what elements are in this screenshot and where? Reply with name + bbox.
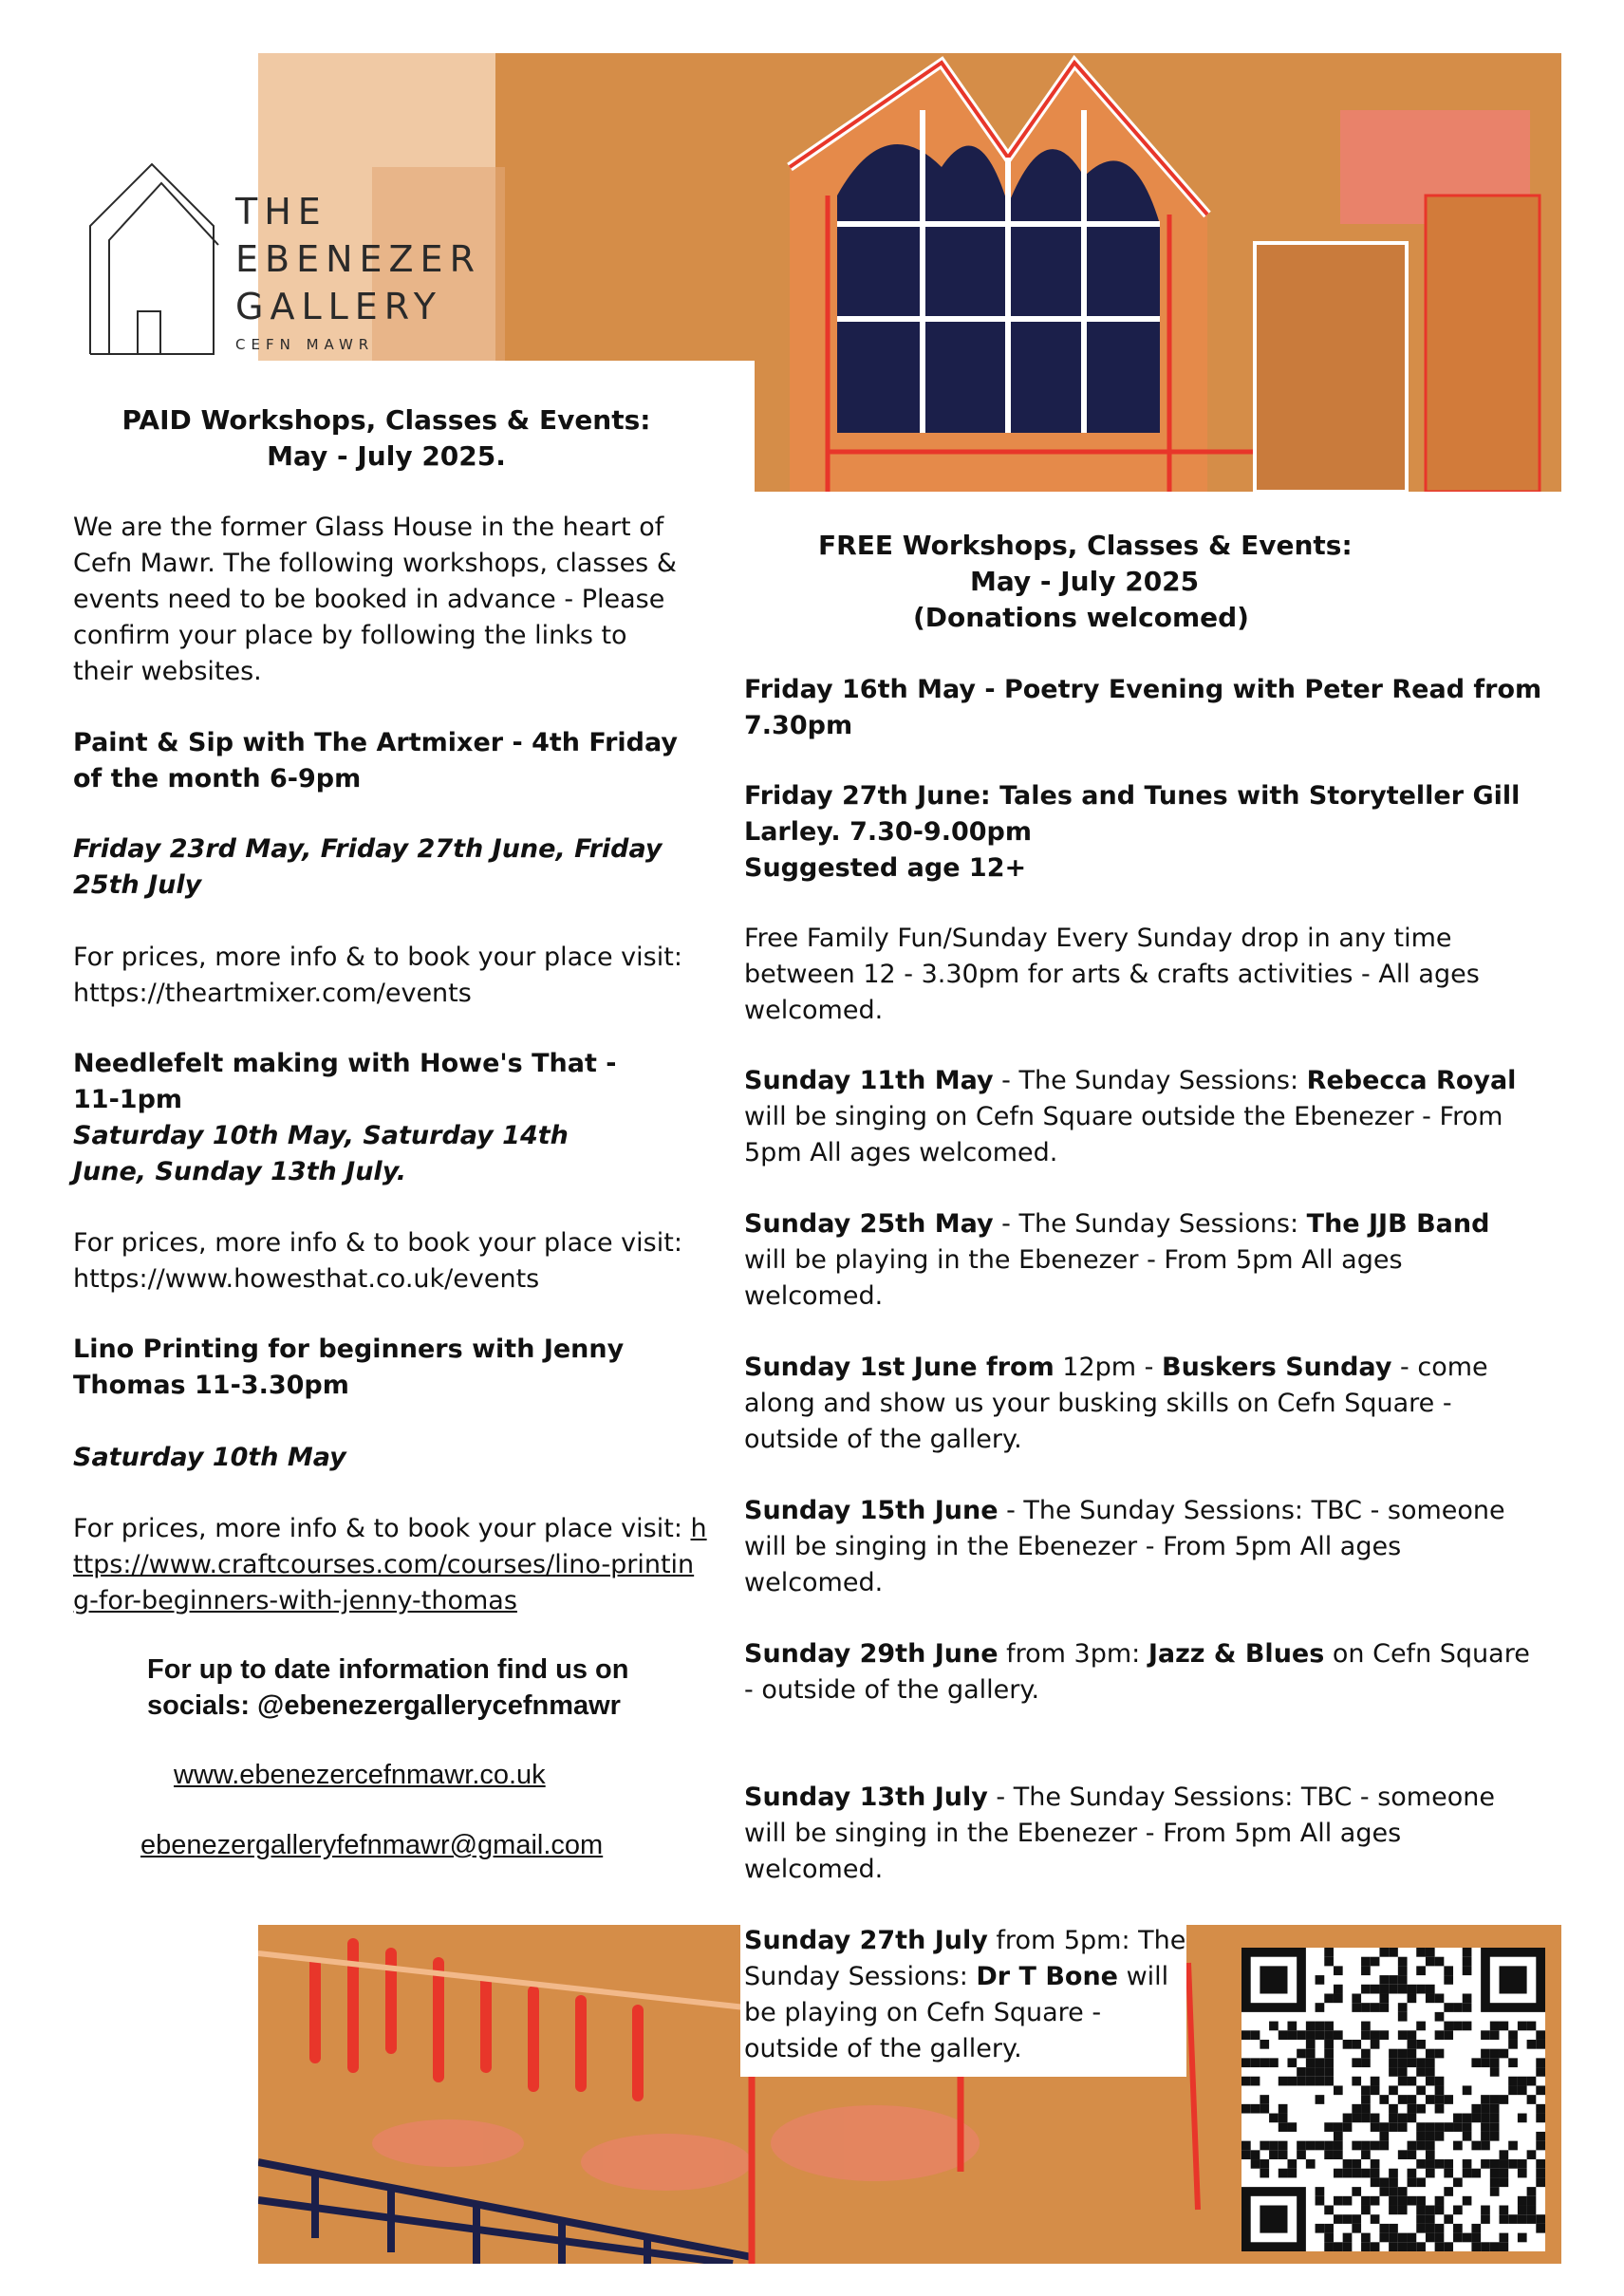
needlefelt-title: Needlefelt making with Howe's That - 11-1pm [73, 1049, 617, 1114]
lino-event [73, 1332, 643, 1404]
logo-subtitle: CEFN MAWR [235, 336, 375, 353]
free-event-8-time: from 3pm: [998, 1639, 1148, 1669]
email-link[interactable]: ebenezergalleryfefnmawr@gmail.com [140, 1830, 604, 1860]
paint-sip-dates-block [73, 831, 700, 904]
free-event-6-date: Sunday 1st June from [744, 1353, 1055, 1382]
free-heading [818, 528, 1445, 636]
free-event-4 [744, 1063, 1532, 1171]
free-event-1 [744, 672, 1551, 744]
free-event-5 [744, 1206, 1532, 1315]
free-event-5-date: Sunday 25th May [744, 1209, 994, 1239]
free-event-10-date: Sunday 27th July [744, 1926, 988, 1955]
free-event-5-series: - The Sunday Sessions: [993, 1209, 1307, 1239]
free-event-6-detail: - come along and show us your busking skills on Cefn Square - outside of the gallery. [744, 1353, 1488, 1454]
free-event-8-title: Jazz & Blues [1148, 1639, 1325, 1669]
free-event-4-series: - The Sunday Sessions: [993, 1066, 1307, 1095]
lino-info-block [73, 1511, 709, 1619]
free-event-3-text: Free Family Fun/Sunday Every Sunday drop in any time between 12 - 3.30pm for arts & crafts activities - All ages welcomed. [744, 924, 1480, 1025]
lino-dates: Saturday 10th May [73, 1443, 346, 1472]
qr-code[interactable] [1241, 1948, 1545, 2251]
paid-intro-text: We are the former Glass House in the heart of Cefn Mawr. The following workshops, classes & events need to be booked in advance - Please confirm your place by following the links to their websites. [73, 513, 677, 686]
free-heading-block [818, 528, 1445, 636]
website-link[interactable]: www.ebenezercefnmawr.co.uk [174, 1760, 546, 1790]
free-event-8-detail: on Cefn Square - outside of the gallery. [744, 1639, 1530, 1705]
free-heading-line-2: May - July 2025 [970, 566, 1200, 597]
free-event-10-series: from 5pm: The Sunday Sessions: [744, 1926, 1186, 1991]
socials-block [147, 1652, 736, 1724]
paint-sip-event [73, 725, 700, 797]
free-event-6 [744, 1350, 1532, 1458]
needlefelt-info: For prices, more info & to book your place visit: https://www.howesthat.co.uk/events [73, 1228, 682, 1294]
paid-intro [73, 510, 690, 690]
free-event-10-detail: will be playing on Cefn Square - outside of the gallery. [744, 1962, 1169, 2063]
website-block [174, 1757, 546, 1793]
needlefelt-event [73, 1046, 643, 1190]
free-event-6-time: 12pm - [1054, 1353, 1163, 1382]
free-event-4-date: Sunday 11th May [744, 1066, 994, 1095]
logo-line-3: GALLERY [235, 286, 442, 327]
paid-heading-line-1: PAID Workshops, Classes & Events: [121, 404, 651, 436]
needlefelt-info-block [73, 1225, 700, 1297]
email-block [140, 1827, 603, 1863]
qr-code-icon [1241, 1948, 1545, 2251]
free-event-7-detail: - The Sunday Sessions: TBC - someone will be singing in the Ebenezer - From 5pm All ages welcomed. [744, 1496, 1505, 1597]
lino-dates-block [73, 1440, 643, 1476]
free-event-4-performer: Rebecca Royal [1306, 1066, 1517, 1095]
free-event-9-detail: - The Sunday Sessions: TBC - someone will be singing in the Ebenezer - From 5pm All ages welcomed. [744, 1783, 1495, 1884]
free-event-2-age: Suggested age 12+ [744, 853, 1027, 883]
paid-heading-line-2: May - July 2025. [267, 440, 506, 472]
paid-column [73, 402, 700, 475]
free-event-10 [744, 1923, 1200, 2067]
free-event-7 [744, 1493, 1532, 1601]
socials-line-1: For up to date information find us on [147, 1654, 629, 1685]
free-event-7-date: Sunday 15th June [744, 1496, 999, 1525]
logo-line-2: EBENEZER [235, 238, 481, 280]
free-event-6-title: Buskers Sunday [1162, 1353, 1392, 1382]
free-heading-line-3: (Donations welcomed) [913, 602, 1249, 633]
free-event-2 [744, 778, 1532, 887]
paint-sip-dates: Friday 23rd May, Friday 27th June, Friday 25th July [73, 834, 663, 900]
free-event-8-date: Sunday 29th June [744, 1639, 999, 1669]
paid-heading [73, 402, 700, 475]
free-event-2-text: Friday 27th June: Tales and Tunes with Storyteller Gill Larley. 7.30-9.00pm [744, 781, 1521, 847]
free-event-9 [744, 1780, 1532, 1888]
paint-sip-title: Paint & Sip with The Artmixer - 4th Friday of the month 6-9pm [73, 728, 678, 793]
logo-line-1: THE [235, 191, 327, 233]
free-event-9-date: Sunday 13th July [744, 1783, 988, 1812]
free-event-8 [744, 1636, 1532, 1708]
free-event-1-text: Friday 16th May - Poetry Evening with Peter Read from 7.30pm [744, 675, 1542, 740]
paint-sip-info: For prices, more info & to book your place visit: https://theartmixer.com/events [73, 943, 682, 1008]
house-outline-icon [85, 159, 228, 359]
free-event-4-detail: will be singing on Cefn Square outside the Ebenezer - From 5pm All ages welcomed. [744, 1102, 1503, 1167]
gallery-logo [235, 188, 481, 353]
needlefelt-dates: Saturday 10th May, Saturday 14th June, Sunday 13th July. [73, 1121, 569, 1186]
lino-booking-link[interactable]: https://www.craftcourses.com/courses/lino-printing-for-beginners-with-jenny-thomas [73, 1514, 707, 1615]
lino-info-text: For prices, more info & to book your place visit: [73, 1514, 691, 1543]
free-event-10-performer: Dr T Bone [976, 1962, 1118, 1991]
paint-sip-info-block [73, 940, 700, 1012]
free-event-3 [744, 921, 1532, 1029]
free-event-5-performer: The JJB Band [1306, 1209, 1490, 1239]
free-event-5-detail: will be playing in the Ebenezer - From 5pm All ages welcomed. [744, 1245, 1403, 1311]
lino-title: Lino Printing for beginners with Jenny Thomas 11-3.30pm [73, 1335, 625, 1400]
free-heading-line-1: FREE Workshops, Classes & Events: [818, 530, 1353, 561]
socials-handle: socials: @ebenezergallerycefnmawr [147, 1690, 621, 1721]
